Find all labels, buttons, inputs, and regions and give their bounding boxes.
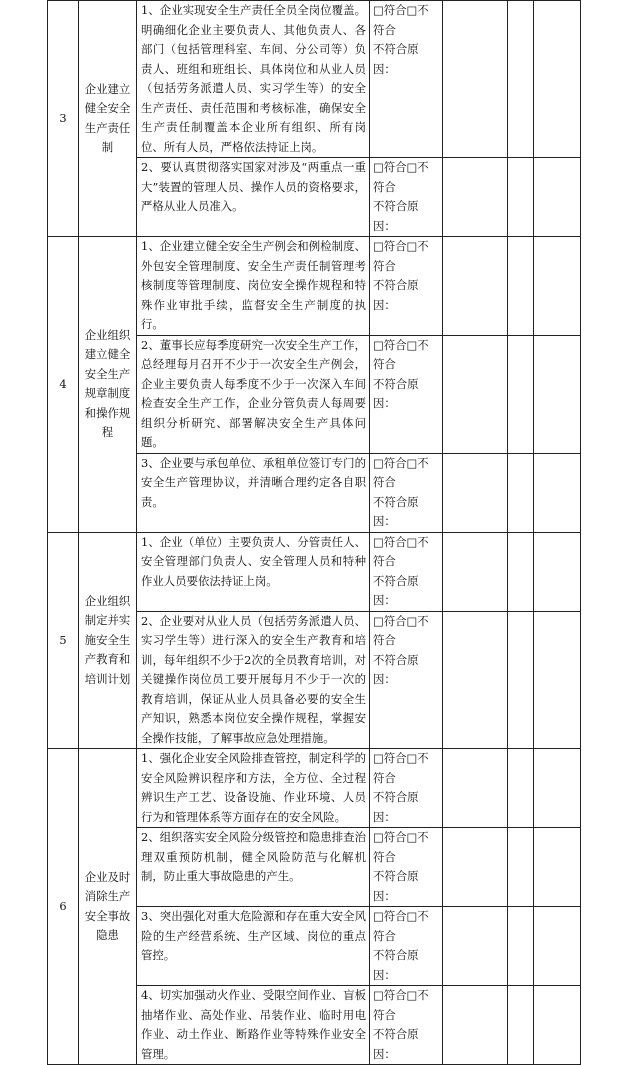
reason-label: 不符合原因： bbox=[373, 376, 419, 410]
blank-cell bbox=[443, 907, 508, 986]
blank-cell bbox=[443, 335, 508, 453]
requirement-text: 2、组织落实安全风险分级管控和隐患排查治理双重预防机制，健全风险防范与化解机制，防止重大事故隐患的产生。 bbox=[137, 828, 370, 907]
requirement-text: 2、董事长应每季度研究一次安全生产工作，总经理每月召开不少于一次安全生产例会，企业主要负责人每季度不少于一次深入车间检查安全生产工作，企业分管负责人每周要组织分析研究、部署解决安全生产具体问题。 bbox=[137, 335, 370, 453]
reason-label: 不符合原因： bbox=[373, 652, 419, 686]
table-row bbox=[48, 1, 581, 158]
blank-cell bbox=[534, 828, 581, 907]
conform-checkbox-text[interactable]: □符合□不符合 bbox=[373, 160, 429, 194]
judgement-cell bbox=[370, 335, 443, 453]
reason-label: 不符合原因： bbox=[373, 573, 419, 607]
table-row bbox=[48, 532, 581, 611]
blank-cell bbox=[534, 749, 581, 828]
section-number: 5 bbox=[48, 532, 79, 749]
judgement-cell bbox=[370, 828, 443, 907]
reason-label: 不符合原因： bbox=[373, 42, 419, 76]
judgement-cell bbox=[370, 1, 443, 158]
judgement-cell bbox=[370, 907, 443, 986]
requirement-text: 4、切实加强动火作业、受限空间作业、盲板抽堵作业、高处作业、吊装作业、临时用电作业、动土作业、断路作业等特殊作业安全管理。 bbox=[137, 986, 370, 1065]
blank-cell bbox=[443, 828, 508, 907]
inspection-item: 企业组织建立健全安全生产规章制度和操作规程 bbox=[79, 237, 137, 533]
judgement-cell bbox=[370, 158, 443, 237]
requirement-text: 1、企业（单位）主要负责人、分管责任人、安全管理部门负责人、安全管理人员和特种作业人员要依法持证上岗。 bbox=[137, 532, 370, 611]
conform-checkbox-text[interactable]: □符合□不符合 bbox=[373, 534, 429, 568]
reason-label: 不符合原因： bbox=[373, 869, 419, 903]
reason-label: 不符合原因： bbox=[373, 278, 419, 312]
blank-cell bbox=[443, 1, 508, 158]
requirement-text: 1、强化企业安全风险排查管控，制定科学的安全风险辨识程序和方法，全方位、全过程辨识生产工艺、设备设施、作业环境、人员行为和管理体系等方面存在的安全风险。 bbox=[137, 749, 370, 828]
reason-label: 不符合原因： bbox=[373, 494, 419, 528]
requirement-text: 3、突出强化对重大危险源和存在重大安全风险的生产经营系统、生产区域、岗位的重点管控。 bbox=[137, 907, 370, 986]
blank-cell bbox=[443, 453, 508, 532]
judgement-cell bbox=[370, 986, 443, 1065]
blank-cell bbox=[443, 749, 508, 828]
blank-cell bbox=[534, 158, 581, 237]
requirement-text: 2、企业要对从业人员（包括劳务派遣人员、实习学生等）进行深入的安全生产教育和培训，每年组织不少于2次的全员教育培训，对关键操作岗位员工要开展每月不少于一次的教育培训，保证从业人员具备必要的安全生产知识，熟悉本岗位安全操作规程，掌握安全操作技能，了解事故应急处理措施。 bbox=[137, 611, 370, 749]
judgement-cell bbox=[370, 749, 443, 828]
blank-cell bbox=[443, 158, 508, 237]
requirement-text: 1、企业实现安全生产责任全员全岗位覆盖。明确细化企业主要负责人、其他负责人、各部门（包括管理科室、车间、分公司等）负责人、班组和班组长、具体岗位和从业人员（包括劳务派遣人员、实习学生等）的安全生产责任、责任范围和考核标准，确保安全生产责任制覆盖本企业所有组织、所有岗位、所有人员，严格依法持证上岗。 bbox=[137, 1, 370, 158]
section-number: 4 bbox=[48, 237, 79, 533]
blank-cell bbox=[534, 611, 581, 749]
blank-cell bbox=[508, 453, 534, 532]
conform-checkbox-text[interactable]: □符合□不符合 bbox=[373, 613, 429, 647]
requirement-text: 2、要认真贯彻落实国家对涉及“两重点一重大”装置的管理人员、操作人员的资格要求，严格从业人员准入。 bbox=[137, 158, 370, 237]
blank-cell bbox=[508, 532, 534, 611]
blank-cell bbox=[508, 1, 534, 158]
blank-cell bbox=[508, 986, 534, 1065]
requirement-text: 1、企业建立健全安全生产例会和例检制度、外包安全管理制度、安全生产责任制管理考核制度等管理制度、岗位安全操作规程和特殊作业审批手续，监督安全生产制度的执行。 bbox=[137, 237, 370, 336]
reason-label: 不符合原因： bbox=[373, 1027, 419, 1061]
conform-checkbox-text[interactable]: □符合□不符合 bbox=[373, 751, 429, 785]
reason-label: 不符合原因： bbox=[373, 948, 419, 982]
requirement-text: 3、企业要与承包单位、承租单位签订专门的安全生产管理协议，并清晰合理约定各自职责。 bbox=[137, 453, 370, 532]
conform-checkbox-text[interactable]: □符合□不符合 bbox=[373, 455, 429, 489]
blank-cell bbox=[534, 335, 581, 453]
blank-cell bbox=[508, 749, 534, 828]
section-number: 6 bbox=[48, 749, 79, 1065]
judgement-cell bbox=[370, 532, 443, 611]
blank-cell bbox=[534, 532, 581, 611]
blank-cell bbox=[443, 237, 508, 336]
inspection-item: 企业组织制定并实施安全生产教育和培训计划 bbox=[79, 532, 137, 749]
inspection-item: 企业及时消除生产安全事故隐患 bbox=[79, 749, 137, 1065]
blank-cell bbox=[443, 986, 508, 1065]
section-number: 3 bbox=[48, 1, 79, 237]
blank-cell bbox=[534, 237, 581, 336]
blank-cell bbox=[508, 335, 534, 453]
reason-label: 不符合原因： bbox=[373, 790, 419, 824]
judgement-cell bbox=[370, 237, 443, 336]
blank-cell bbox=[508, 828, 534, 907]
blank-cell bbox=[534, 1, 581, 158]
blank-cell bbox=[508, 237, 534, 336]
conform-checkbox-text[interactable]: □符合□不符合 bbox=[373, 239, 429, 273]
blank-cell bbox=[534, 986, 581, 1065]
blank-cell bbox=[508, 158, 534, 237]
inspection-item: 企业建立健全安全生产责任制 bbox=[79, 1, 137, 237]
blank-cell bbox=[534, 453, 581, 532]
conform-checkbox-text[interactable]: □符合□不符合 bbox=[373, 988, 429, 1022]
judgement-cell bbox=[370, 611, 443, 749]
blank-cell bbox=[508, 611, 534, 749]
reason-label: 不符合原因： bbox=[373, 199, 419, 233]
conform-checkbox-text[interactable]: □符合□不符合 bbox=[373, 830, 429, 864]
blank-cell bbox=[443, 611, 508, 749]
conform-checkbox-text[interactable]: □符合□不符合 bbox=[373, 337, 429, 371]
blank-cell bbox=[443, 532, 508, 611]
table-row bbox=[48, 749, 581, 828]
conform-checkbox-text[interactable]: □符合□不符合 bbox=[373, 3, 429, 37]
inspection-table bbox=[47, 0, 581, 1065]
table-row bbox=[48, 237, 581, 336]
blank-cell bbox=[508, 907, 534, 986]
judgement-cell bbox=[370, 453, 443, 532]
conform-checkbox-text[interactable]: □符合□不符合 bbox=[373, 909, 429, 943]
blank-cell bbox=[534, 907, 581, 986]
